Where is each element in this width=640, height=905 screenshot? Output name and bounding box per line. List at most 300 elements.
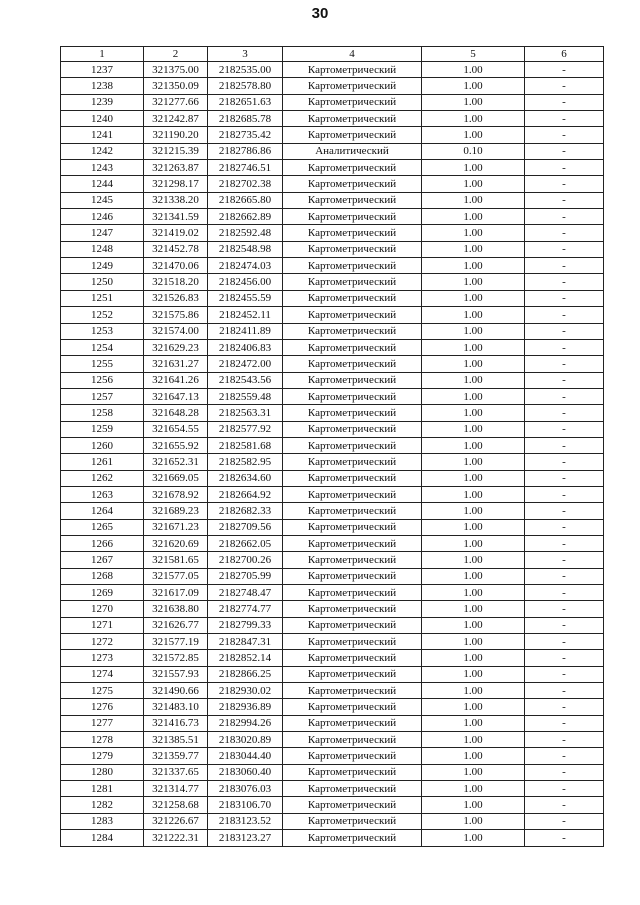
table-row <box>61 470 604 486</box>
accuracy-cell: 1.00 <box>422 209 525 225</box>
point-number-cell: 1260 <box>61 437 144 453</box>
method-cell: Картометрический <box>283 634 422 650</box>
x-coordinate-cell: 321222.31 <box>144 830 208 846</box>
description-cell: - <box>525 699 604 715</box>
description-cell: - <box>525 405 604 421</box>
y-coordinate-cell: 2182406.83 <box>208 339 283 355</box>
method-cell: Картометрический <box>283 830 422 846</box>
point-number-cell: 1255 <box>61 356 144 372</box>
point-number-cell: 1281 <box>61 781 144 797</box>
accuracy-cell: 1.00 <box>422 421 525 437</box>
table-row <box>61 143 604 159</box>
point-number-cell: 1245 <box>61 192 144 208</box>
point-number-cell: 1264 <box>61 503 144 519</box>
x-coordinate-cell: 321341.59 <box>144 209 208 225</box>
table-header-row <box>61 47 604 62</box>
method-cell: Картометрический <box>283 405 422 421</box>
y-coordinate-cell: 2182847.31 <box>208 634 283 650</box>
method-cell: Картометрический <box>283 617 422 633</box>
point-number-cell: 1274 <box>61 666 144 682</box>
table-row <box>61 683 604 699</box>
description-cell: - <box>525 323 604 339</box>
x-coordinate-cell: 321452.78 <box>144 241 208 257</box>
point-number-cell: 1263 <box>61 486 144 502</box>
point-number-cell: 1269 <box>61 585 144 601</box>
y-coordinate-cell: 2182852.14 <box>208 650 283 666</box>
y-coordinate-cell: 2182799.33 <box>208 617 283 633</box>
table-row <box>61 830 604 846</box>
x-coordinate-cell: 321518.20 <box>144 274 208 290</box>
x-coordinate-cell: 321359.77 <box>144 748 208 764</box>
column-header-4: 4 <box>283 47 422 62</box>
description-cell: - <box>525 274 604 290</box>
point-number-cell: 1251 <box>61 290 144 306</box>
table-row <box>61 258 604 274</box>
x-coordinate-cell: 321626.77 <box>144 617 208 633</box>
point-number-cell: 1273 <box>61 650 144 666</box>
description-cell: - <box>525 127 604 143</box>
y-coordinate-cell: 2183123.52 <box>208 813 283 829</box>
description-cell: - <box>525 813 604 829</box>
y-coordinate-cell: 2182700.26 <box>208 552 283 568</box>
method-cell: Картометрический <box>283 176 422 192</box>
x-coordinate-cell: 321577.05 <box>144 568 208 584</box>
method-cell: Картометрический <box>283 486 422 502</box>
x-coordinate-cell: 321263.87 <box>144 160 208 176</box>
description-cell: - <box>525 585 604 601</box>
description-cell: - <box>525 388 604 404</box>
point-number-cell: 1266 <box>61 535 144 551</box>
description-cell: - <box>525 568 604 584</box>
accuracy-cell: 1.00 <box>422 78 525 94</box>
accuracy-cell: 1.00 <box>422 323 525 339</box>
x-coordinate-cell: 321526.83 <box>144 290 208 306</box>
accuracy-cell: 1.00 <box>422 176 525 192</box>
point-number-cell: 1272 <box>61 634 144 650</box>
y-coordinate-cell: 2182994.26 <box>208 715 283 731</box>
point-number-cell: 1246 <box>61 209 144 225</box>
description-cell: - <box>525 421 604 437</box>
method-cell: Картометрический <box>283 192 422 208</box>
x-coordinate-cell: 321572.85 <box>144 650 208 666</box>
method-cell: Картометрический <box>283 356 422 372</box>
accuracy-cell: 1.00 <box>422 617 525 633</box>
accuracy-cell: 1.00 <box>422 307 525 323</box>
y-coordinate-cell: 2182592.48 <box>208 225 283 241</box>
point-number-cell: 1249 <box>61 258 144 274</box>
column-header-1: 1 <box>61 47 144 62</box>
page-number: 30 <box>311 5 329 22</box>
table-row <box>61 176 604 192</box>
table-row <box>61 209 604 225</box>
column-header-3: 3 <box>208 47 283 62</box>
table-row <box>61 62 604 78</box>
method-cell: Картометрический <box>283 94 422 110</box>
table-row <box>61 241 604 257</box>
x-coordinate-cell: 321226.67 <box>144 813 208 829</box>
point-number-cell: 1279 <box>61 748 144 764</box>
table-row <box>61 552 604 568</box>
point-number-cell: 1237 <box>61 62 144 78</box>
accuracy-cell: 1.00 <box>422 111 525 127</box>
accuracy-cell: 1.00 <box>422 192 525 208</box>
method-cell: Картометрический <box>283 209 422 225</box>
x-coordinate-cell: 321350.09 <box>144 78 208 94</box>
x-coordinate-cell: 321638.80 <box>144 601 208 617</box>
method-cell: Картометрический <box>283 764 422 780</box>
description-cell: - <box>525 372 604 388</box>
column-header-6: 6 <box>525 47 604 62</box>
method-cell: Картометрический <box>283 127 422 143</box>
y-coordinate-cell: 2182936.89 <box>208 699 283 715</box>
accuracy-cell: 1.00 <box>422 62 525 78</box>
point-number-cell: 1259 <box>61 421 144 437</box>
x-coordinate-cell: 321574.00 <box>144 323 208 339</box>
accuracy-cell: 1.00 <box>422 258 525 274</box>
y-coordinate-cell: 2182452.11 <box>208 307 283 323</box>
method-cell: Картометрический <box>283 421 422 437</box>
accuracy-cell: 1.00 <box>422 813 525 829</box>
y-coordinate-cell: 2183044.40 <box>208 748 283 764</box>
y-coordinate-cell: 2183060.40 <box>208 764 283 780</box>
description-cell: - <box>525 748 604 764</box>
point-number-cell: 1242 <box>61 143 144 159</box>
column-header-5: 5 <box>422 47 525 62</box>
y-coordinate-cell: 2183020.89 <box>208 732 283 748</box>
y-coordinate-cell: 2182563.31 <box>208 405 283 421</box>
y-coordinate-cell: 2182866.25 <box>208 666 283 682</box>
y-coordinate-cell: 2182709.56 <box>208 519 283 535</box>
description-cell: - <box>525 617 604 633</box>
description-cell: - <box>525 258 604 274</box>
table-row <box>61 127 604 143</box>
x-coordinate-cell: 321416.73 <box>144 715 208 731</box>
table-row <box>61 323 604 339</box>
y-coordinate-cell: 2182786.86 <box>208 143 283 159</box>
point-number-cell: 1253 <box>61 323 144 339</box>
point-number-cell: 1254 <box>61 339 144 355</box>
y-coordinate-cell: 2182662.89 <box>208 209 283 225</box>
table-row <box>61 437 604 453</box>
table-row <box>61 454 604 470</box>
description-cell: - <box>525 781 604 797</box>
point-number-cell: 1270 <box>61 601 144 617</box>
point-number-cell: 1256 <box>61 372 144 388</box>
method-cell: Картометрический <box>283 160 422 176</box>
description-cell: - <box>525 94 604 110</box>
description-cell: - <box>525 339 604 355</box>
description-cell: - <box>525 519 604 535</box>
table-row <box>61 617 604 633</box>
description-cell: - <box>525 111 604 127</box>
accuracy-cell: 1.00 <box>422 94 525 110</box>
x-coordinate-cell: 321671.23 <box>144 519 208 535</box>
y-coordinate-cell: 2182577.92 <box>208 421 283 437</box>
accuracy-cell: 1.00 <box>422 241 525 257</box>
y-coordinate-cell: 2183106.70 <box>208 797 283 813</box>
y-coordinate-cell: 2182664.92 <box>208 486 283 502</box>
accuracy-cell: 1.00 <box>422 372 525 388</box>
table-row <box>61 421 604 437</box>
table-row <box>61 274 604 290</box>
point-number-cell: 1238 <box>61 78 144 94</box>
x-coordinate-cell: 321298.17 <box>144 176 208 192</box>
point-number-cell: 1257 <box>61 388 144 404</box>
description-cell: - <box>525 241 604 257</box>
point-number-cell: 1258 <box>61 405 144 421</box>
point-number-cell: 1276 <box>61 699 144 715</box>
accuracy-cell: 1.00 <box>422 552 525 568</box>
method-cell: Картометрический <box>283 797 422 813</box>
accuracy-cell: 1.00 <box>422 585 525 601</box>
y-coordinate-cell: 2182662.05 <box>208 535 283 551</box>
table-row <box>61 356 604 372</box>
method-cell: Картометрический <box>283 111 422 127</box>
description-cell: - <box>525 764 604 780</box>
accuracy-cell: 1.00 <box>422 519 525 535</box>
method-cell: Картометрический <box>283 519 422 535</box>
accuracy-cell: 1.00 <box>422 290 525 306</box>
accuracy-cell: 1.00 <box>422 748 525 764</box>
description-cell: - <box>525 437 604 453</box>
description-cell: - <box>525 601 604 617</box>
method-cell: Картометрический <box>283 62 422 78</box>
y-coordinate-cell: 2182581.68 <box>208 437 283 453</box>
x-coordinate-cell: 321314.77 <box>144 781 208 797</box>
x-coordinate-cell: 321581.65 <box>144 552 208 568</box>
table-row <box>61 160 604 176</box>
accuracy-cell: 1.00 <box>422 356 525 372</box>
point-number-cell: 1240 <box>61 111 144 127</box>
y-coordinate-cell: 2182685.78 <box>208 111 283 127</box>
accuracy-cell: 1.00 <box>422 274 525 290</box>
table-row <box>61 405 604 421</box>
x-coordinate-cell: 321338.20 <box>144 192 208 208</box>
description-cell: - <box>525 78 604 94</box>
table-row <box>61 225 604 241</box>
point-number-cell: 1265 <box>61 519 144 535</box>
accuracy-cell: 1.00 <box>422 830 525 846</box>
description-cell: - <box>525 62 604 78</box>
table-row <box>61 715 604 731</box>
method-cell: Картометрический <box>283 813 422 829</box>
x-coordinate-cell: 321631.27 <box>144 356 208 372</box>
accuracy-cell: 1.00 <box>422 486 525 502</box>
y-coordinate-cell: 2182548.98 <box>208 241 283 257</box>
accuracy-cell: 1.00 <box>422 781 525 797</box>
accuracy-cell: 1.00 <box>422 634 525 650</box>
description-cell: - <box>525 552 604 568</box>
method-cell: Картометрический <box>283 323 422 339</box>
accuracy-cell: 1.00 <box>422 666 525 682</box>
accuracy-cell: 1.00 <box>422 470 525 486</box>
x-coordinate-cell: 321647.13 <box>144 388 208 404</box>
table-row <box>61 781 604 797</box>
method-cell: Картометрический <box>283 258 422 274</box>
description-cell: - <box>525 470 604 486</box>
accuracy-cell: 1.00 <box>422 568 525 584</box>
method-cell: Картометрический <box>283 732 422 748</box>
table-row <box>61 797 604 813</box>
accuracy-cell: 1.00 <box>422 437 525 453</box>
method-cell: Картометрический <box>283 781 422 797</box>
accuracy-cell: 0.10 <box>422 143 525 159</box>
point-number-cell: 1261 <box>61 454 144 470</box>
point-number-cell: 1250 <box>61 274 144 290</box>
description-cell: - <box>525 830 604 846</box>
point-number-cell: 1247 <box>61 225 144 241</box>
table-row <box>61 94 604 110</box>
table-row <box>61 486 604 502</box>
accuracy-cell: 1.00 <box>422 715 525 731</box>
table-body <box>61 62 604 847</box>
method-cell: Картометрический <box>283 437 422 453</box>
y-coordinate-cell: 2182411.89 <box>208 323 283 339</box>
method-cell: Картометрический <box>283 666 422 682</box>
x-coordinate-cell: 321337.65 <box>144 764 208 780</box>
method-cell: Картометрический <box>283 274 422 290</box>
table-row <box>61 307 604 323</box>
description-cell: - <box>525 797 604 813</box>
point-number-cell: 1262 <box>61 470 144 486</box>
y-coordinate-cell: 2182748.47 <box>208 585 283 601</box>
point-number-cell: 1239 <box>61 94 144 110</box>
y-coordinate-cell: 2182735.42 <box>208 127 283 143</box>
x-coordinate-cell: 321557.93 <box>144 666 208 682</box>
table-row <box>61 192 604 208</box>
description-cell: - <box>525 143 604 159</box>
point-number-cell: 1244 <box>61 176 144 192</box>
description-cell: - <box>525 192 604 208</box>
method-cell: Картометрический <box>283 503 422 519</box>
y-coordinate-cell: 2182474.03 <box>208 258 283 274</box>
method-cell: Картометрический <box>283 388 422 404</box>
x-coordinate-cell: 321490.66 <box>144 683 208 699</box>
x-coordinate-cell: 321419.02 <box>144 225 208 241</box>
description-cell: - <box>525 715 604 731</box>
x-coordinate-cell: 321483.10 <box>144 699 208 715</box>
table-row <box>61 568 604 584</box>
point-number-cell: 1267 <box>61 552 144 568</box>
table-row <box>61 519 604 535</box>
description-cell: - <box>525 356 604 372</box>
description-cell: - <box>525 454 604 470</box>
x-coordinate-cell: 321277.66 <box>144 94 208 110</box>
table-row <box>61 290 604 306</box>
point-number-cell: 1278 <box>61 732 144 748</box>
y-coordinate-cell: 2182705.99 <box>208 568 283 584</box>
description-cell: - <box>525 486 604 502</box>
description-cell: - <box>525 160 604 176</box>
y-coordinate-cell: 2182665.80 <box>208 192 283 208</box>
x-coordinate-cell: 321215.39 <box>144 143 208 159</box>
y-coordinate-cell: 2182578.80 <box>208 78 283 94</box>
description-cell: - <box>525 290 604 306</box>
y-coordinate-cell: 2183076.03 <box>208 781 283 797</box>
x-coordinate-cell: 321385.51 <box>144 732 208 748</box>
method-cell: Картометрический <box>283 650 422 666</box>
y-coordinate-cell: 2182543.56 <box>208 372 283 388</box>
table-row <box>61 650 604 666</box>
y-coordinate-cell: 2182455.59 <box>208 290 283 306</box>
table-row <box>61 601 604 617</box>
y-coordinate-cell: 2182456.00 <box>208 274 283 290</box>
point-number-cell: 1282 <box>61 797 144 813</box>
method-cell: Картометрический <box>283 225 422 241</box>
method-cell: Картометрический <box>283 372 422 388</box>
y-coordinate-cell: 2182634.60 <box>208 470 283 486</box>
x-coordinate-cell: 321641.26 <box>144 372 208 388</box>
table-row <box>61 535 604 551</box>
x-coordinate-cell: 321620.69 <box>144 535 208 551</box>
method-cell: Картометрический <box>283 290 422 306</box>
table-row <box>61 699 604 715</box>
point-number-cell: 1252 <box>61 307 144 323</box>
description-cell: - <box>525 634 604 650</box>
accuracy-cell: 1.00 <box>422 797 525 813</box>
x-coordinate-cell: 321678.92 <box>144 486 208 502</box>
method-cell: Картометрический <box>283 568 422 584</box>
x-coordinate-cell: 321190.20 <box>144 127 208 143</box>
accuracy-cell: 1.00 <box>422 339 525 355</box>
accuracy-cell: 1.00 <box>422 127 525 143</box>
accuracy-cell: 1.00 <box>422 535 525 551</box>
point-number-cell: 1280 <box>61 764 144 780</box>
description-cell: - <box>525 225 604 241</box>
table-row <box>61 372 604 388</box>
point-number-cell: 1277 <box>61 715 144 731</box>
y-coordinate-cell: 2182559.48 <box>208 388 283 404</box>
point-number-cell: 1275 <box>61 683 144 699</box>
x-coordinate-cell: 321652.31 <box>144 454 208 470</box>
table-row <box>61 339 604 355</box>
table-row <box>61 503 604 519</box>
accuracy-cell: 1.00 <box>422 764 525 780</box>
method-cell: Картометрический <box>283 552 422 568</box>
method-cell: Картометрический <box>283 748 422 764</box>
method-cell: Картометрический <box>283 470 422 486</box>
table-row <box>61 78 604 94</box>
point-number-cell: 1248 <box>61 241 144 257</box>
y-coordinate-cell: 2182535.00 <box>208 62 283 78</box>
description-cell: - <box>525 535 604 551</box>
table-row <box>61 111 604 127</box>
accuracy-cell: 1.00 <box>422 454 525 470</box>
x-coordinate-cell: 321629.23 <box>144 339 208 355</box>
accuracy-cell: 1.00 <box>422 650 525 666</box>
method-cell: Картометрический <box>283 683 422 699</box>
accuracy-cell: 1.00 <box>422 699 525 715</box>
accuracy-cell: 1.00 <box>422 683 525 699</box>
x-coordinate-cell: 321375.00 <box>144 62 208 78</box>
table-row <box>61 634 604 650</box>
y-coordinate-cell: 2182472.00 <box>208 356 283 372</box>
point-number-cell: 1284 <box>61 830 144 846</box>
table-row <box>61 764 604 780</box>
y-coordinate-cell: 2183123.27 <box>208 830 283 846</box>
accuracy-cell: 1.00 <box>422 388 525 404</box>
point-number-cell: 1268 <box>61 568 144 584</box>
point-number-cell: 1241 <box>61 127 144 143</box>
point-number-cell: 1271 <box>61 617 144 633</box>
description-cell: - <box>525 209 604 225</box>
table-row <box>61 748 604 764</box>
y-coordinate-cell: 2182651.63 <box>208 94 283 110</box>
accuracy-cell: 1.00 <box>422 601 525 617</box>
method-cell: Картометрический <box>283 241 422 257</box>
method-cell: Картометрический <box>283 339 422 355</box>
accuracy-cell: 1.00 <box>422 225 525 241</box>
